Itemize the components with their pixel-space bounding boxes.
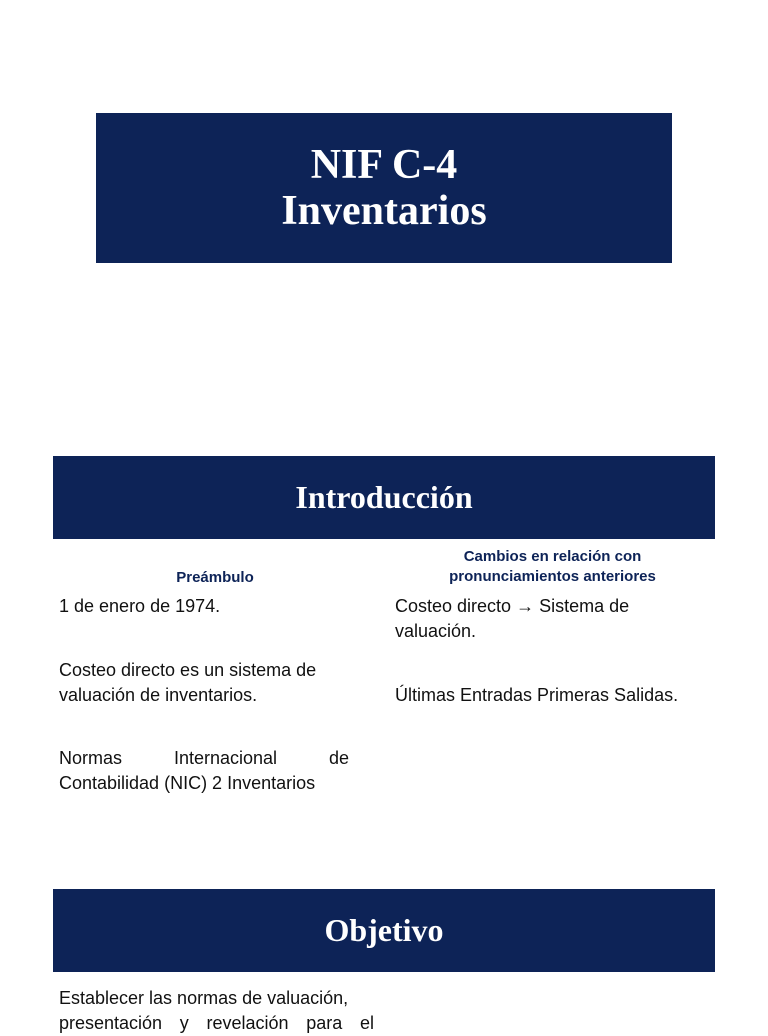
- title-banner: [96, 113, 672, 263]
- document-subtitle: Inventarios: [281, 188, 487, 234]
- arrow-right-icon: →: [516, 596, 535, 616]
- preamble-paragraph-date: 1 de enero de 1974.: [59, 596, 221, 616]
- preamble-paragraph-nic: Normas Internacional de Contabilidad (NIC) 2 Inventarios: [59, 748, 349, 793]
- preamble-header: Preámbulo: [176, 569, 254, 586]
- changes-header: Cambios en relación con pronunciamientos anteriores: [449, 548, 656, 585]
- introduction-heading: [53, 456, 715, 539]
- objective-heading: [53, 889, 715, 972]
- preamble-paragraph-direct-costing: Costeo directo es un sistema de valuación de inventarios.: [59, 660, 317, 705]
- document-title: NIF C-4: [310, 142, 458, 188]
- change-paragraph-ueps: Últimas Entradas Primeras Salidas.: [395, 685, 679, 705]
- change-paragraph-direct-costing: Costeo directo → Sistema de valuación.: [395, 596, 630, 641]
- introduction-heading-text: Introducción: [295, 479, 473, 515]
- objective-heading-text: Objetivo: [324, 912, 444, 948]
- objective-paragraph: Establecer las normas de valuación, presentación y revelación para el: [59, 988, 374, 1033]
